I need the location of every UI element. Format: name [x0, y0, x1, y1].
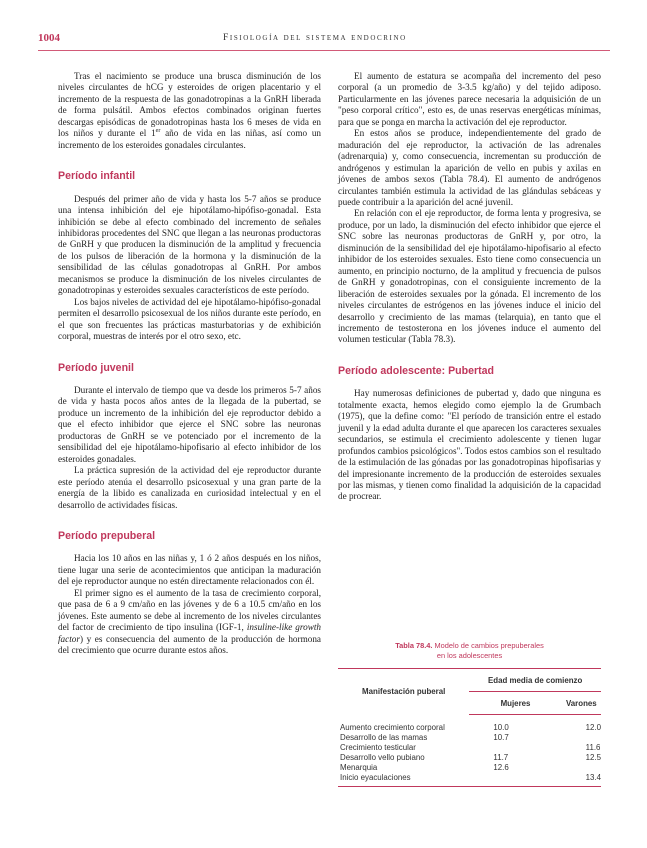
- row-label: Menarquia: [340, 763, 378, 772]
- table-caption: Tabla 78.4. Modelo de cambios prepuberales en los adolescentes: [395, 641, 544, 660]
- row-label: Inicio eyaculaciones: [338, 773, 469, 787]
- body-paragraph: En relación con el eje reproductor, de forma lenta y progresiva, se produce, por un lado, la disminución del efecto inhibidor que ejerce el SNC sobre las neuronas productoras de GnRH y, por otro, la disminución de la sensibilidad del eje hipotálamo-hipofisario al efecto inhibidor de los esteroides sexuales. Esto tiene como consecuencia un aumento, en principio nocturno, de la amplitud y frecuencia de pulsos de GnRH y gonadotropinas, con el consiguiente incremento de la liberación de esteroides sexuales por la gónada. El incremento de los niveles circulantes de estrógenos en las jóvenes induce el inicio del desarrollo y crecimiento de las mamas (telarquia), en tanto que el incremento de testosterona en los jóvenes induce el aumento del volumen testicular (Tabla 78.3).: [338, 208, 601, 345]
- infantil-paragraph: Después del primer año de vida y hasta los 5-7 años se produce una intensa inhibición del eje hipotálamo-hipófiso-gonadal. Esta inhibición se debe al efecto combinado del incremento de señales inhibidoras procedentes del SNC que llegan a las neuronas productoras de GnRH y que producen la disminución de la amplitud y frecuencia de los pulsos de liberación de la hormona y la disminución de la sensibilidad de las células gonadotropas al GnRH. Por ambos mecanismos se produce la disminución de los niveles circulantes de gonadotropinas y esteroides sexuales característicos de este período.: [58, 193, 321, 296]
- table-row: [338, 753, 601, 763]
- column-header-mujeres: Mujeres: [469, 692, 561, 715]
- prepuberal-paragraph: El primer signo es el aumento de la tasa de crecimiento corporal, que pasa de 6 a 9 cm/año en las jóvenes y de 6 a 10.5 cm/año en los jóvenes. Este aumento se debe al incremento de los niveles circulantes del factor de crecimiento de tipo insulina (IGF-1, insuline-like growth factor) y es consecuencia del aumento de la producción de hormona del crecimiento que ocurre durante estos años.: [58, 587, 322, 656]
- running-header: [38, 30, 610, 51]
- cell-varones: 12.5: [585, 753, 601, 762]
- cell-mujeres: 11.7: [493, 753, 509, 762]
- column-header-varones: Varones: [562, 692, 601, 715]
- table-row: [338, 773, 601, 787]
- page-number: 1004: [38, 32, 60, 44]
- row-label: Crecimiento testicular: [340, 743, 416, 752]
- cell-varones: [562, 733, 601, 743]
- cell-varones: 13.4: [562, 773, 601, 787]
- adolescente-paragraph: Hay numerosas definiciones de pubertad y, dado que ninguna es totalmente exacta, hemos elegido como ejemplo la de Grumbach (1975), que la define como: "El período de transición entre el estado juvenil y la edad adulta durante el que aparecen los caracteres sexuales secundarios, se estimula el crecimiento adolescente y tienen lugar profundos cambios psicológicos". Todos estos cambios son el resultado de la estimulación de las gónadas por las gonadotropinas hipofisarias y del impresionante incremento de la producción de esteroides sexuales por las mismas, y tienen como finalidad la adquisición de la capacidad de procrear.: [338, 388, 601, 502]
- table-row: [338, 743, 601, 753]
- intro-paragraph: Tras el nacimiento se produce una brusca disminución de los niveles circulantes de hCG y esteroides de origen placentario y el incremento de la respuesta de las gonadotropinas a la GnRH liberada de forma pulsátil. Ambos efectos combinados originan fuertes descargas episódicas de gonadotropinas hasta los 6 meses de vida en los niños y durante el 1er año de vida en las niñas, así como un incremento de los esteroides gonadales circulantes.: [58, 71, 322, 150]
- cell-mujeres: 10.0: [493, 723, 509, 732]
- cell-mujeres: [469, 743, 561, 753]
- table-row: [338, 733, 601, 743]
- juvenil-paragraph: La práctica supresión de la actividad del eje reproductor durante este período atenúa el desarrollo psicosexual y una gran parte de la energía de la libido es canalizada en curiosidad intelectual y en el desarrollo de actividades físicas.: [58, 465, 321, 510]
- row-label: Desarrollo vello pubiano: [340, 753, 425, 762]
- left-column: [58, 71, 321, 656]
- cell-mujeres: 12.6: [493, 763, 509, 772]
- prepuberal-paragraph: Hacia los 10 años en las niñas y, 1 ó 2 años después en los niños, tiene lugar una serie de acontecimientos que anticipan la maduración del eje reproductor aunque no estén directamente relacionados con él.: [58, 553, 321, 587]
- row-label: Desarrollo de las mamas: [340, 733, 428, 742]
- heading-periodo-prepuberal: Período prepuberal: [58, 529, 156, 542]
- running-title: Fisiología del sistema endocrino: [223, 33, 407, 43]
- heading-periodo-infantil: Período infantil: [58, 170, 136, 183]
- column-header-manifestation: Manifestación puberal: [338, 669, 469, 715]
- cell-mujeres: 10.7: [493, 733, 509, 742]
- data-table: [338, 668, 601, 787]
- heading-periodo-adolescente: Período adolescente: Pubertad: [338, 364, 494, 377]
- column-header-group: Edad media de comienzo: [469, 669, 601, 692]
- table-row: [338, 715, 601, 734]
- right-column: [338, 71, 601, 503]
- cell-varones: [562, 763, 601, 773]
- cell-mujeres: [469, 773, 561, 787]
- body-paragraph: El aumento de estatura se acompaña del incremento del peso corporal (a un promedio de 3-3.5 kg/año) y del tejido adiposo. Particularmente en las jóvenes parece necesaria la adquisición de un "peso corporal crítico", esto es, de unas reservas energéticas mínimas, para que se ponga en marcha la activación del eje reproductor.: [338, 71, 601, 127]
- cell-varones: 12.0: [585, 723, 601, 732]
- table-78-4: [338, 641, 601, 787]
- cell-varones: 11.6: [585, 743, 601, 752]
- body-paragraph: En estos años se produce, independientemente del grado de maduración del eje reproductor, la activación de las adrenales (adrenarquia) y, como consecuencia, incrementan su producción de andrógenos y estimulan la aparición de vello en pubis y axilas en jóvenes de ambos sexos (Tabla 78.4). El aumento de andrógenos circulantes también estimula la actividad de las glándulas sebáceas y puede contribuir a la aparición del acné juvenil.: [338, 128, 601, 207]
- infantil-paragraph: Los bajos niveles de actividad del eje hipotálamo-hipófiso-gonadal permiten el desarrollo psicosexual de los niños durante este período, en el que son frecuentes las prácticas masturbatorias y de exhibición corporal, muestras de interés por el otro sexo, etc.: [58, 296, 321, 342]
- juvenil-paragraph: Durante el intervalo de tiempo que va desde los primeros 5-7 años de vida y hasta pocos años antes de la llegada de la pubertad, se produce un incremento de la inhibición del eje reproductor debido a que el efecto inhibidor que ejerce el SNC sobre las neuronas productoras de GnRH se ve potenciado por el incremento de la sensibilidad del eje hipotálamo-hipofisario al efecto inhibidor de los esteroides gonadales.: [58, 384, 321, 464]
- heading-periodo-juvenil: Período juvenil: [58, 361, 134, 374]
- row-label: Aumento crecimiento corporal: [340, 722, 445, 732]
- table-row: [338, 763, 601, 773]
